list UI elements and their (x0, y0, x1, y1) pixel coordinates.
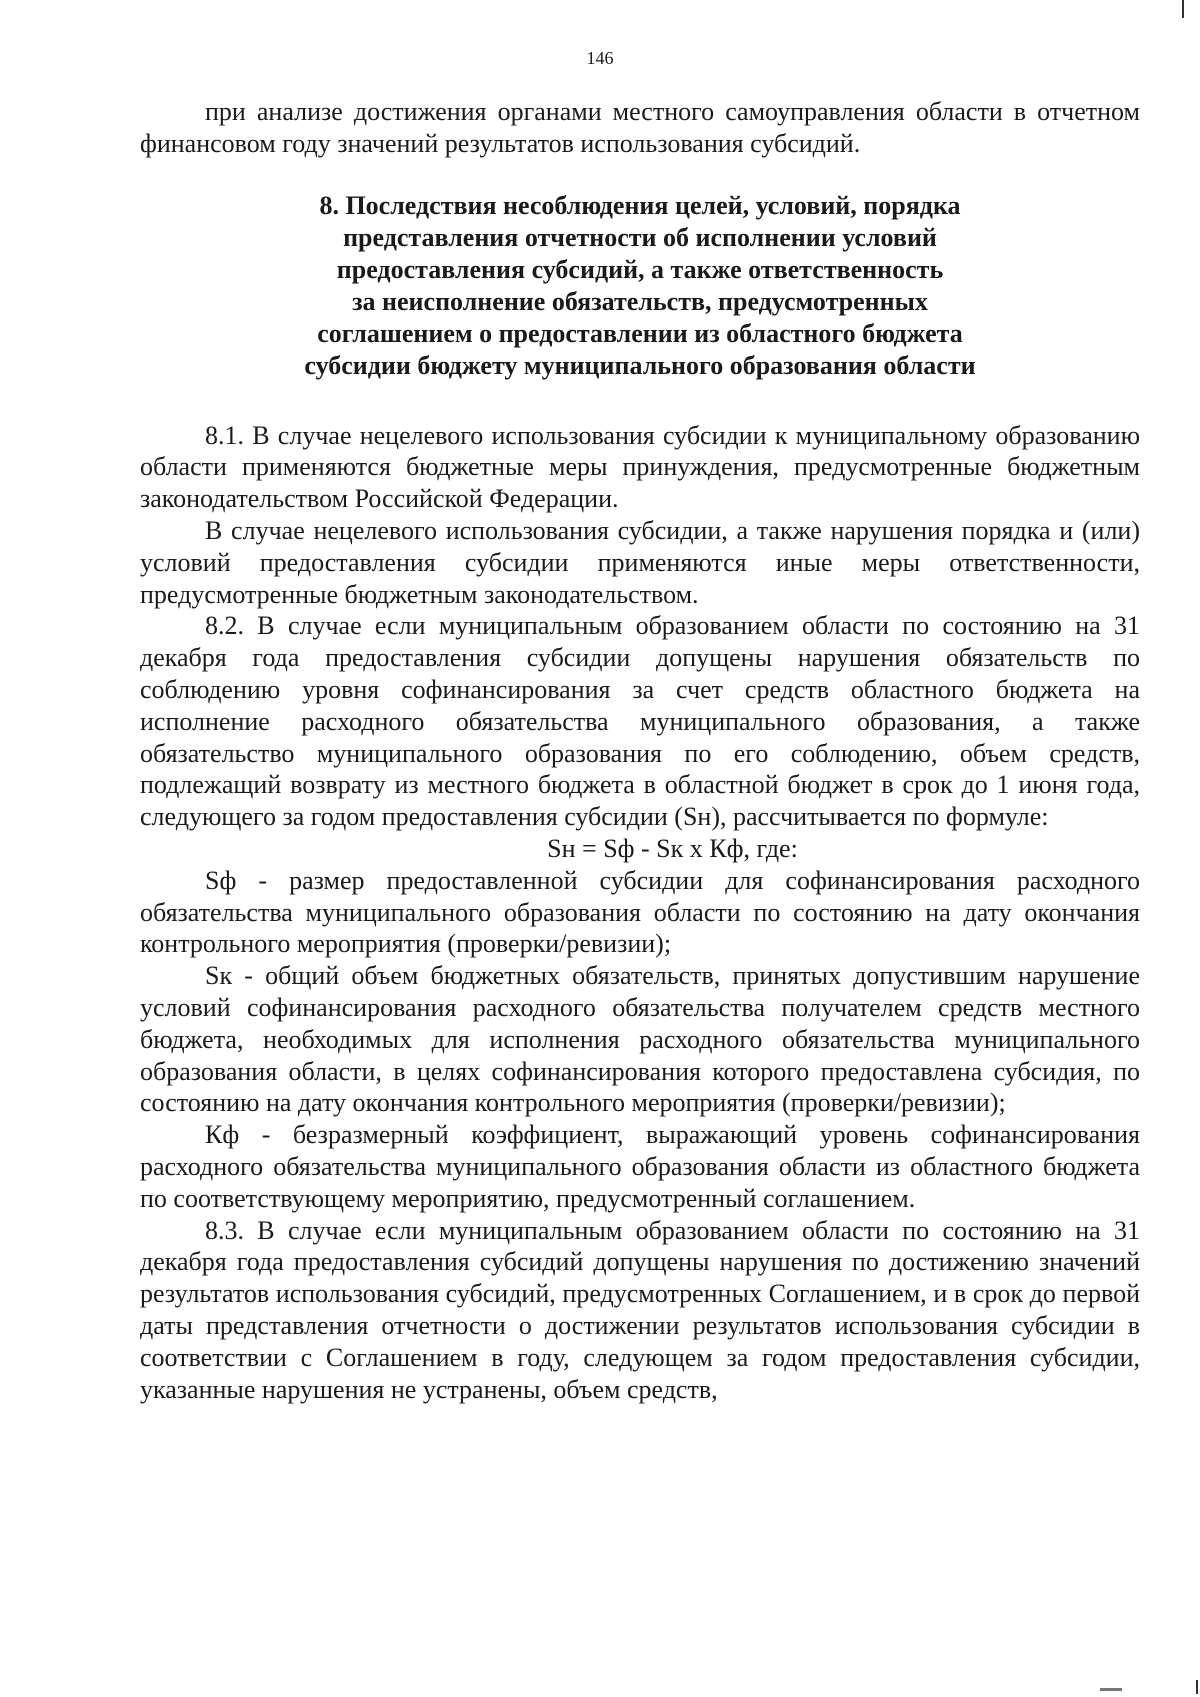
heading-line: субсидии бюджету муниципального образования области (304, 350, 976, 380)
page-number: 146 (586, 48, 614, 68)
scan-edge-mark (1182, 0, 1184, 18)
paragraph-8-3: 8.3. В случае если муниципальным образованием области по состоянию на 31 декабря года предоставления субсидий допущены нарушения по достижению значений результатов использования субсидий, предусмотренных Соглашением, и в срок до первой даты представления отчетности о достижении результатов использования субсидии в соответствии с Соглашением в году, следующем за годом предоставления субсидии, указанные нарушения не устранены, объем средств, (140, 1215, 1140, 1404)
formula: Sн = Sф - Sк x Кф, где: (547, 833, 798, 863)
document-body (140, 96, 1140, 1405)
heading-line: 8. Последствия несоблюдения целей, условий, порядка (319, 190, 961, 220)
heading-line: за неисполнение обязательств, предусмотренных (352, 286, 928, 316)
paragraph-8-1-continued: В случае нецелевого использования субсидии, а также нарушения порядка и (или) условий предоставления субсидии применяются иные меры ответственности, предусмотренные бюджетным законодательством. (140, 515, 1140, 609)
intro-paragraph: при анализе достижения органами местного самоуправления области в отчетном финансовом году значений результатов использования субсидий. (140, 97, 1140, 158)
paragraph-8-2: 8.2. В случае если муниципальным образованием области по состоянию на 31 декабря года предоставления субсидии допущены нарушения обязательств по соблюдению уровня софинансирования за счет средств областного бюджета на исполнение расходного обязательства муниципального образования, а также обязательство муниципального образования по его соблюдению, объем средств, подлежащий возврату из местного бюджета в областной бюджет в срок до 1 июня года, следующего за годом предоставления субсидии (Sн), рассчитывается по формуле: (140, 611, 1140, 832)
definition-kf: Кф - безразмерный коэффициент, выражающий уровень софинансирования расходного обязательства муниципального образования области из областного бюджета по соответствующему мероприятию, предусмотренный соглашением. (140, 1120, 1140, 1213)
scan-edge-mark (1100, 1688, 1122, 1691)
definition-sf: Sф - размер предоставленной субсидии для софинансирования расходного обязательства муниципального образования области по состоянию на дату окончания контрольного мероприятия (проверки/ревизии); (140, 865, 1140, 959)
heading-line: представления отчетности об исполнении условий (343, 222, 937, 252)
heading-line: соглашением о предоставлении из областного бюджета (317, 318, 963, 348)
heading-line: предоставления субсидий, а также ответственность (336, 254, 944, 284)
definition-sk: Sк - общий объем бюджетных обязательств, принятых допустившим нарушение условий софинансирования расходного обязательства получателем средств местного бюджета, необходимых для исполнения расходного обязательства муниципального образования области, в целях софинансирования которого предоставлена субсидия, по состоянию на дату окончания контрольного мероприятия (проверки/ревизии); (140, 961, 1140, 1118)
scan-edge-mark (1196, 1680, 1198, 1694)
section-heading (140, 190, 1140, 382)
paragraph-8-1: 8.1. В случае нецелевого использования субсидии к муниципальному образованию области применяются бюджетные меры принуждения, предусмотренные бюджетным законодательством Российской Федерации. (140, 420, 1140, 514)
